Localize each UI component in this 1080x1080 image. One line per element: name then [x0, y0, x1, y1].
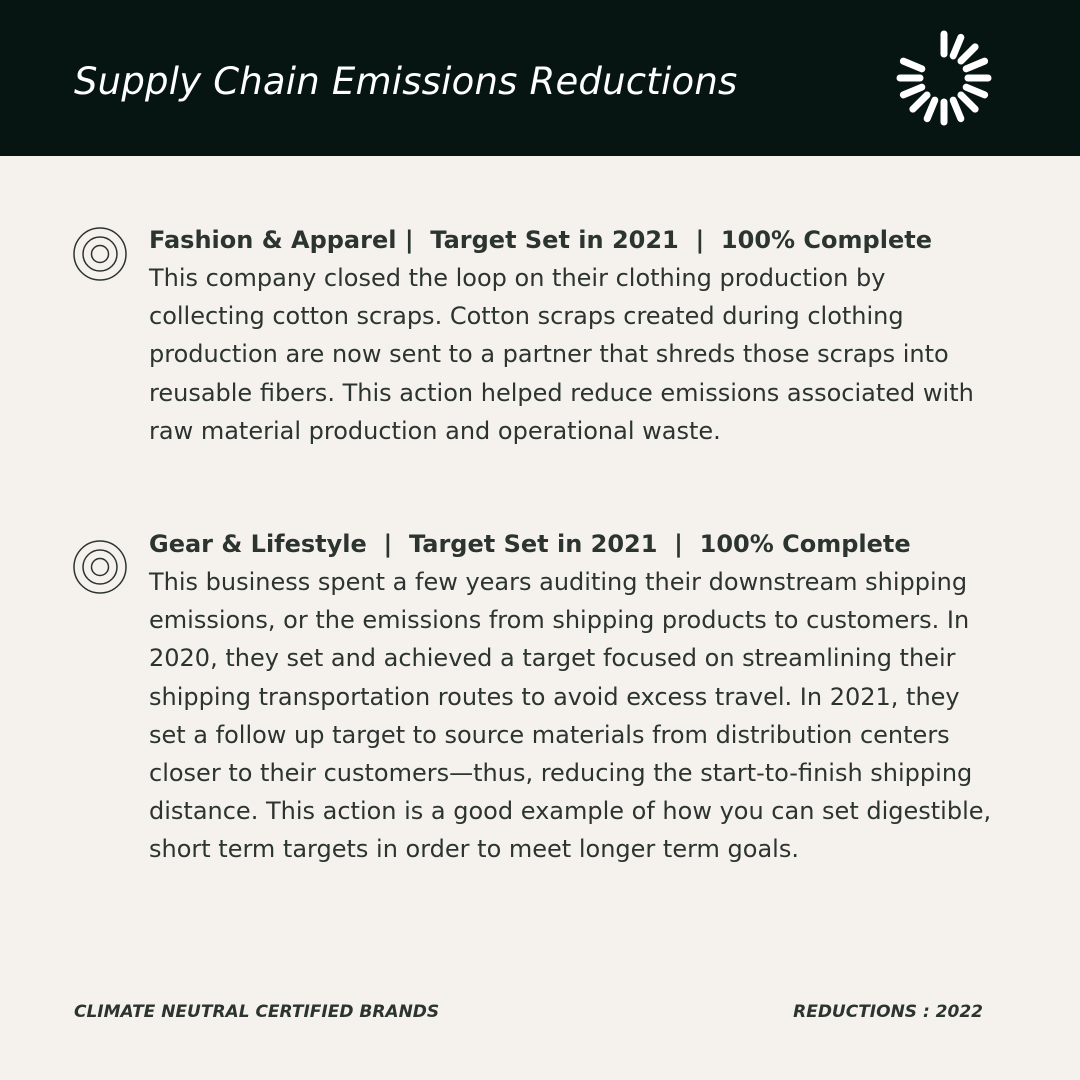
sunburst-ray: [961, 47, 975, 61]
sunburst-ray: [966, 87, 984, 95]
concentric-circles-icon: [72, 226, 128, 282]
header-bar: [0, 0, 1080, 156]
sunburst-ray: [953, 37, 961, 55]
concentric-circles-icon: [72, 539, 128, 595]
footer-brand-label: CLIMATE NEUTRAL CERTIFIED BRANDS: [74, 1002, 440, 1022]
entry-body: This company closed the loop on their clothing production by collecting cotton scraps. Cotton scraps created during clothing production are now sent to a partner that shreds those scraps into reusable fibers. This action helped reduce emissions associated with raw material production and operational waste.: [149, 264, 974, 445]
footer-reductions-label: REDUCTIONS : 2022: [793, 1002, 983, 1022]
sunburst-ray: [953, 100, 961, 118]
entry-heading: Gear & Lifestyle | Target Set in 2021 | 100% Complete: [149, 530, 911, 558]
entry-heading: Fashion & Apparel | Target Set in 2021 | 100% Complete: [149, 226, 932, 254]
page-title: Supply Chain Emissions Reductions: [74, 60, 738, 103]
sunburst-ray: [961, 95, 975, 109]
sunburst-ray: [966, 61, 984, 69]
sunburst-ray: [927, 100, 935, 118]
sunburst-ray: [903, 61, 921, 69]
entry-body: This business spent a few years auditing their downstream shipping emissions, or the emissions from shipping products to customers. In 2020, they set and achieved a target focused on streamlining their shipping transportation routes to avoid excess travel. In 2021, they set a follow up target to source materials from distribution centers closer to their customers—thus, reducing the start-to-finish shipping distance. This action is a good example of how you can set digestible, short term targets in order to meet longer term goals.: [149, 568, 992, 864]
sunburst-logo-icon: [894, 28, 994, 128]
sunburst-ray: [913, 95, 927, 109]
sunburst-ray: [903, 87, 921, 95]
